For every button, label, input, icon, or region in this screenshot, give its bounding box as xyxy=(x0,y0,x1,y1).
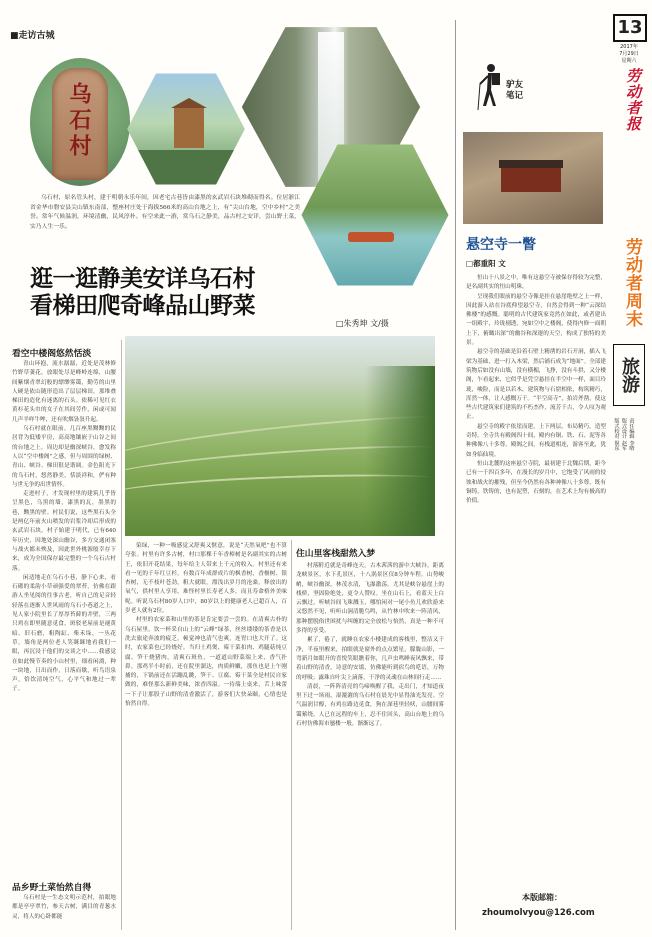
brand-logo: 劳动者报 xyxy=(624,68,642,132)
pavilion-photo xyxy=(126,70,246,188)
hanging-temple-photo xyxy=(463,132,603,224)
col3-paragraph: 染绿，一种一吸感觉又舒爽又惬意，说是“天然氧吧”也不算夸张。村里有许多古树，村口那棵千年香樟树是名副其实的古树王，依旧开花结果，每年给主人带来上千元的收入。村里还有来看一见的千年红豆杉，有数百年成群成片的枫香树，香榧树、银杏树，无不枝叶苍劲，粗大就眼，漂浅出岁月的沧桑，释放出的氧气，供村里人享用，难怪村里长寿老人多，而且寿命格外美味呢。听说乌石村80岁人口中，80岁以上的健康老人已超百人，百岁老人就有2位。 xyxy=(125,543,287,615)
sidebar-paragraph: 恒山十八景之中，唯有这悬空寺被保存得较为完整，是名副其实的恒山明珠。 xyxy=(466,275,606,291)
sidebar-body xyxy=(466,274,606,506)
editor-credits xyxy=(612,418,635,508)
s3-paragraph: 累了，倦了，就睡在农家小楼建成的客栈里，整洁又干净，半夜里醒来，拍眼就是窗外的点点繁星，朦胧山影，一弯新月如眼开的喜悦笑眼瞧着你，几声虫鸣睡夜风飘来，带着山野的清香，诗意的安谧，仿佛能听到宿鸟的呓语，万物的呼吸；露珠自叶尖上滴落，干净的灵魂在山林间行走…… xyxy=(296,637,444,681)
intro-paragraph: 乌石村，原名管头村，建于明朝永乐年间，因老宅古巷皆由漆黑的玄武岩石块堆砌而得名。位居浙江省金华市磐安县尖山镇东南部，整座村庄处于海拔566米的高山台地之上，有“尖山台地，空中乡村”之美誉。常年气候温润，环境清幽，民风淳朴。有空来此一游，赏乌石之静美，品古村之安详，尝山野土菜，实乃人生一乐。 xyxy=(30,195,300,230)
sidebar-paragraph: 呈现我们眼前的悬空寺像是挂在悬崖绝壁之上一样，因此游人站在谷底仰望悬空寺，自然会得到一种“云深结佛楼”的感慨。聪明的古代建筑家竟然在如此，或者建出一组殿宇，玲珑剔透，宛如空中之楼阁，使得内修一面朝上下，俯瞰出深“的幽谷和深邃的天空，构成了独特的美景。 xyxy=(466,293,606,347)
col3-paragraph: 村里的农家菜和山里的茶是肯定要尝一尝的。在清爽古朴的乌石屋里，饮一杯采自山上的“云峰”绿茶，丝丝缕缕的茶香是以洗去旅途奔波的疲乏，顿觉神也清气也爽，连胃口也大开了。这时，农家菜也已经烧好。当归土鸡煲、霉干菜扣肉、鸡腿菇炖豆腐、笋干烧猪肉，清爽石斑鱼，一道道山野菜端上来，香气扑鼻。那鸡半小时前，还在院里溜达，肉质鲜嫩，那鱼也是上午刚捕的，下锅前还在活蹦乱跳，笋干、豆腐、霉干菜全是村民自家做的，难怪那么新鲜美味，浓香四溢。一待端上桌来，舌上味蕾一下子让那股子山野的清香激活了，游客们大快朵颐，心情也是怡然自得。 xyxy=(125,617,287,708)
sidebar-byline: □都重阳 文 xyxy=(466,259,506,268)
date-line: 2017年 xyxy=(620,44,638,50)
section-2-body xyxy=(12,894,116,922)
sidebar-paragraph: 恒山北麓的这座悬空寺院，最初建于北魏后期，距今已有一千四百多年，在漫长的岁月中，它饱受了风雨的侵蚀和战火的摧残，但至今仍然有各种神像八十多尊，既有铜铸，铁铸的，也有泥塑，石刻的，在艺术上均有极高的价值。 xyxy=(466,460,606,505)
sidebar-title: 悬空寺一瞥 xyxy=(466,237,536,253)
section-tag-travel: 旅游 xyxy=(613,344,645,406)
s1-paragraph: 青山环抱，流水潺潺，近处是茂林修竹野草萋花，放眼处尽是峰岭连绵，山腰间紫烟青翠幻般的缥缈雾霭，勤劳的山里人硬是依山随形造出了层层梯田，那堆叠梯田的造化有迷离的石头。依稀可见红衣黄衫花头巾的女子在其间劳作，闲或可闻几声羊咩牛哞，还有吹烟袅袅升起。 xyxy=(12,361,116,423)
headline xyxy=(30,266,450,320)
headline-line-1: 逛一逛静美安详乌石村 xyxy=(30,266,255,292)
date-line: 星期六 xyxy=(621,58,637,64)
editor-line: 责任编辑 李晴 xyxy=(628,418,635,451)
column-label-line: 驴友 xyxy=(506,80,524,90)
vertical-section-title: 劳动者周末 xyxy=(622,238,642,328)
section-3-body xyxy=(296,562,444,729)
issue-date xyxy=(612,44,646,65)
s3-paragraph: 清晨，一阵阵清亮的鸟啼唤醒了我，走出门，才知道夜里下过一场雨，湿漉漉的乌石村在晨光中显得油光发亮。空气温润甘醇，有鸡在路边觅食，狗在深巷里轻吠，山腰间雾霭萦绕，人已在远程的车上，忍不住回头，高山台地上的乌石村仿佛海市蜃楼一般，渐渐远了。 xyxy=(296,683,444,728)
hiker-icon xyxy=(474,62,504,112)
section-1-body xyxy=(12,360,116,695)
sidebar-paragraph: 悬空寺的基础是沿着石壁上精凿的岩石开洞，插入飞梁为基础，进一打入木梁，然后铺石成为“地面”。全部建筑物后如没有山墙，没有横楣，飞挣，没有斗拱，又分楼阁，乍看起来，它似乎是凭空悬挂在半空中一样，面目玲珑，峻险，而是以若木，建筑物与石窟相依，构筑精巧，浑然一体，让人感慨万千。“半空高寺”，拍岩斧凿，使这些古代建筑家们建筑的不朽杰作，流芳千古，令人叹为观止。 xyxy=(466,349,606,421)
section-3-title: 住山里客栈甜然入梦 xyxy=(296,549,376,559)
column-label-line: 笔记 xyxy=(506,91,524,101)
s1-paragraph: 闲适地走在乌石小巷，静下心来，看石砌的柔韵小草顽强爱的翠苔，仿佛在跟游人坐见阅的往事古老，听自己的足音轻轻落在逐渐人世风雨的乌石小巷道之上，见人家小院里长了厚厚苔藓的井壁，三两只鸡在即里随意觅食，斑驳老屋前是褪黄暗、旧石磨，粗陶缸、柴禾垛，一丛花草。墙角是两位老人笑眯眯地看我们一眼，再沉浸于他们的交谈之中……我感觉在如此慢节奏的小山村里，细看闲淌，种一块地，日出而作，日落而歇，听鸟语泉声，恰饮清纯空气，心平气和地过一辈子。 xyxy=(12,574,116,693)
mailbox-label: 本版邮箱： xyxy=(522,893,562,902)
s1-paragraph: 走进村子，才发现村里的建筑几乎皆呈黑色，乌黑的墙，漆黑的瓦，墨黑的巷，黝黑的壁。村民们说，这些黑石头全是两亿年前火山喷发的岩浆冷却后形成的玄武岩石块。村子始建于明代，已有640年历史，因地处深山幽谷，多方交通闭塞与战火都未殃及，因此世外桃源般幸存下来，成为全国保存最完整的一个乌石古村落。 xyxy=(12,491,116,572)
date-line: 7月29日 xyxy=(619,51,639,57)
headline-byline: □朱秀坤 文/摄 xyxy=(336,319,389,328)
terraced-fields-photo xyxy=(125,336,435,536)
column-label xyxy=(506,80,523,102)
s2-paragraph: 乌石村是一生态文明示范村，拍眼地都是亭亭翠竹，参天古树，满目的青葱水灵，将人的心卧都能 xyxy=(12,895,116,920)
sidebar-paragraph: 悬空寺的殿宇依崖而建，上下两层，布局精巧，造型奇特。全寺共有殿阁四十间，殿内有铜、铁、石、泥等各种佛像八十多尊，殿阁之间，有栈道相连，游客至此，犹如身临仙境。 xyxy=(466,423,606,458)
editor-line: 版式设计 赵军 xyxy=(621,418,627,451)
mailbox-email: zhoumolvyou@126.com xyxy=(482,908,595,918)
stone-sign-photo xyxy=(30,58,130,186)
s3-paragraph: 村落附近就是奇峰连天，古木茜茜的游中大峡谷。距离龙峡景区，水下孔景区，十八涡景区仅8分钟车程。山势峻峭，峡谷幽深，林茂水清，飞瀑激荡。尤其是峡谷悬崖上的栈桥，坚固险绝处，更令人赞叹。坐在山石上，看蓝天上白云飘过，听峡谷间飞珠溅玉，哪怕闲对一尾小鱼儿欢欣游来又悠然不见，听听山涧清脆鸟鸣，从竹林中吹来一阵清风，那种摆脱俗世困扰与纠缠的完全放松与怡然，真是一种不可多得的享受。 xyxy=(296,563,444,635)
s1-paragraph: 乌石村就在眼前。几百座黑黝黝的民居背为低矮平房，高高地镶嵌于山谷之间的台地之上。周边却是幽深峡谷，愈发称人以“空中楼阁”之感。但与周围的绿树、青山、峡谷、梯田很是谐调。金色阳光下的乌石村，悠然静美，恬淡祥和，俨有种与世无争的出世情怀。 xyxy=(12,426,116,488)
headline-line-2: 看梯田爬奇峰品山野菜 xyxy=(30,293,255,319)
carved-stone-sign xyxy=(52,68,108,180)
section-label: ■走访古城 xyxy=(10,31,55,41)
section-1-title: 看空中楼阁悠然恬淡 xyxy=(12,349,92,359)
section-2-title: 品乡野土菜怡然自得 xyxy=(12,883,92,893)
village-sign-text: 乌石村 xyxy=(66,82,92,160)
editor-line: 版式校对 倪东 xyxy=(613,418,620,451)
column-3-body xyxy=(125,542,287,709)
page-number: 13 xyxy=(613,14,647,42)
